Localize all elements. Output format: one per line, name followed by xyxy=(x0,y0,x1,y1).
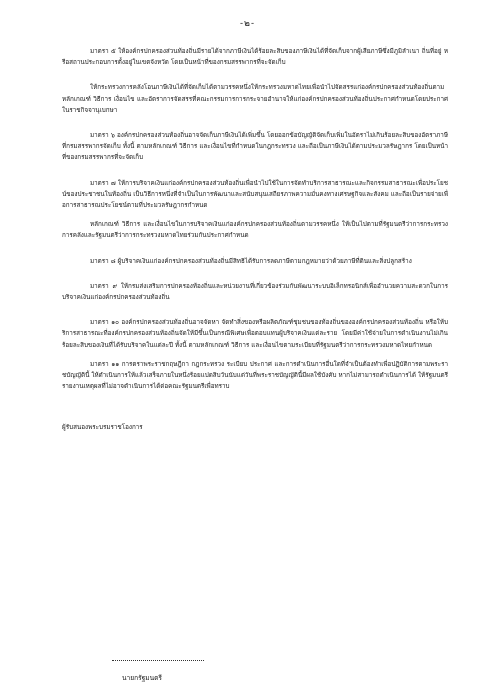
countersign-label: ผู้รับสนองพระบรมราชโองการ xyxy=(62,424,143,432)
section-9-paragraph: มาตรา ๙ ให้กรมส่งเสริมการปกครองท้องถิ่นและหน่วยงานที่เกี่ยวข้องร่วมกันพัฒนาระบบอิเล็กทรอนิกส์เพื่ออำนวยความสะดวกในการบริจาคเงินแก่องค์กรปกครองส่วนท้องถิ่น xyxy=(62,282,448,302)
document-body xyxy=(62,46,448,433)
section-7-paragraph-2: หลักเกณฑ์ วิธีการ และเงื่อนไขในการบริจาคเงินแก่องค์กรปกครองส่วนท้องถิ่นตามวรรคหนึ่ง ให้เป็นไปตามที่รัฐมนตรีว่าการกระทรวงการคลังและรัฐมนตรีว่าการกระทรวงมหาดไทยร่วมกันประกาศกำหนด xyxy=(62,221,448,240)
section-7-paragraph: มาตรา ๗ ให้การบริจาคเงินแก่องค์กรปกครองส่วนท้องถิ่นเพื่อนำไปใช้ในการจัดทำบริการสาธารณะและกิจกรรมสาธารณะเพื่อประโยชน์ของประชาชนในท้องถิ่น เป็นวิธีการหนึ่งที่จำเป็นในการพัฒนาและสนับสนุนเสถียรภาพความมั่นคงทางเศรษฐกิจและสังคม และถือเป็นรายจ่ายเพื่อการสาธารณประโยชน์ตามที่ประมวลรัษฎากรกำหนด xyxy=(62,179,448,210)
section-5-paragraph: มาตรา ๕ ให้องค์กรปกครองส่วนท้องถิ่นมีรายได้จากภาษีเงินได้ร้อยละสิบของภาษีเงินได้ที่จัดเก็บจากผู้เสียภาษีซึ่งมีภูมิลำเนา ถิ่นที่อยู่ หรือสถานประกอบการตั้งอยู่ในเขตจังหวัด โดยเป็นหน้าที่ของกรมสรรพากรที่จะจัดเก็บ xyxy=(62,48,448,67)
signature-line xyxy=(112,660,204,661)
section-6-paragraph: มาตรา ๖ องค์กรปกครองส่วนท้องถิ่นอาจจัดเก็บภาษีเงินได้เพิ่มขึ้น โดยออกข้อบัญญัติจัดเก็บเพิ่มในอัตราไม่เกินร้อยละสิบของอัตราภาษีที่กรมสรรพากรจัดเก็บ ทั้งนี้ ตามหลักเกณฑ์ วิธีการ และเงื่อนไขที่กำหนดในกฎกระทรวง และถือเป็นภาษีเงินได้ตามประมวลรัษฎากร โดยเป็นหน้าที่ของกรมสรรพากรที่จะจัดเก็บ xyxy=(62,132,448,162)
section-5-paragraph-2: ให้กระทรวงการคลังโอนภาษีเงินได้ที่จัดเก็บได้ตามวรรคหนึ่งให้กระทรวงมหาดไทยเพื่อนำไปจัดสรรแก่องค์กรปกครองส่วนท้องถิ่นตามหลักเกณฑ์ วิธีการ เงื่อนไข และอัตราการจัดสรรที่คณะกรรมการการกระจายอำนาจให้แก่องค์กรปกครองส่วนท้องถิ่นประกาศกำหนดโดยประกาศในราชกิจจานุเบกษา xyxy=(62,84,448,114)
section-10-paragraph: มาตรา ๑๐ องค์กรปกครองส่วนท้องถิ่นอาจจัดหา จัดทำสิ่งของหรือผลิตภัณฑ์ชุมชนของท้องถิ่นขององค์กรปกครองส่วนท้องถิ่น หรือให้บริการสาธารณะที่องค์กรปกครองส่วนท้องถิ่นจัดให้มีขึ้นเป็นกรณีพิเศษเพื่อตอบแทนผู้บริจาคเงินแต่ละราย โดยมีค่าใช้จ่ายในการดำเนินงานไม่เกินร้อยละสิบของเงินที่ได้รับบริจาคในแต่ละปี ทั้งนี้ ตามหลักเกณฑ์ วิธีการ และเงื่อนไขตามระเบียบที่รัฐมนตรีว่าการกระทรวงมหาดไทยกำหนด xyxy=(62,319,448,349)
section-11-paragraph: มาตรา ๑๑ การตราพระราชกฤษฎีกา กฎกระทรวง ระเบียบ ประกาศ และการดำเนินการอื่นใดที่จำเป็นต้องทำเพื่อปฏิบัติการตามพระราชบัญญัตินี้ ให้ดำเนินการให้แล้วเสร็จภายในหนึ่งร้อยแปดสิบวันนับแต่วันที่พระราชบัญญัตินี้มีผลใช้บังคับ หากไม่สามารถดำเนินการได้ ให้รัฐมนตรีรายงานเหตุผลที่ไม่อาจดำเนินการได้ต่อคณะรัฐมนตรีเพื่อทราบ xyxy=(62,360,448,391)
page-number: -๒- xyxy=(239,19,255,29)
section-8-paragraph: มาตรา ๘ ผู้บริจาคเงินแก่องค์กรปกครองส่วนท้องถิ่นมีสิทธิได้รับการลดภาษีตามกฎหมายว่าด้วยภาษีที่ดินและสิ่งปลูกสร้าง xyxy=(90,257,412,265)
signatory-title: นายกรัฐมนตรี xyxy=(122,674,162,682)
